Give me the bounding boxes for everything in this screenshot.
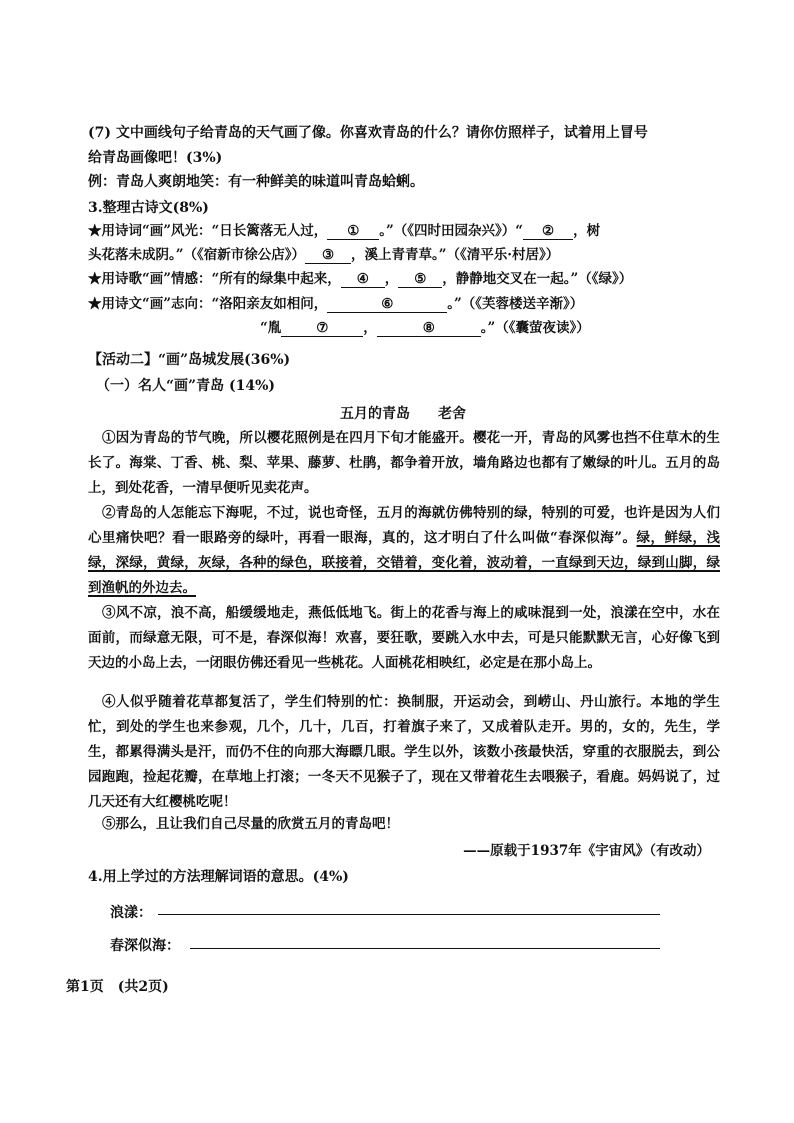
blank-3[interactable]: ③ [305, 247, 351, 264]
blank-1[interactable]: ① [327, 223, 379, 240]
paragraph-3 [88, 601, 720, 676]
paragraph-1-text: ①因为青岛的节气晚，所以樱花照例是在四月下旬才能盛开。樱花一开，青岛的风雾也挡不住草木的生长了。海棠、丁香、桃、梨、苹果、藤萝、杜鹃，都争着开放，墙角路边也都有了嫩绿的叶儿。五月的岛上，到处花香，一清早便听见卖花声。 [88, 430, 720, 496]
paragraph-5-text: ⑤那么，且让我们自己尽量的欣赏五月的青岛吧！ [102, 816, 399, 832]
q3-line5-text-b: 。”（《囊萤夜读》） [480, 320, 590, 336]
paragraph-1 [88, 426, 720, 501]
paragraph-2-text: ②青岛的人怎能忘下海呢，不过，说也奇怪，五月的海就仿佛特别的绿，特别的可爱，也许是因为人们心里痛快吧？看一眼路旁的绿叶，再看一眼海，真的，这才明白了什么叫做“春深似海”。 [88, 505, 720, 546]
blank-6[interactable]: ⑥ [327, 296, 447, 313]
q4-heading: 4.用上学过的方法理解词语的意思。(4%) [88, 869, 349, 885]
q3-line5: “胤 ⑦ ， ⑧ 。”（《囊萤夜读》） [260, 320, 590, 336]
blank-4[interactable]: ④ [341, 271, 385, 288]
blank-2[interactable]: ② [523, 223, 573, 240]
q7-line2: 给青岛画像吧！(3%) [88, 150, 223, 166]
source-note: ——原载于1937年《宇宙风》（有改动） [463, 843, 710, 859]
q3-heading: 3.整理古诗文(8%) [88, 200, 209, 216]
blank-7[interactable]: ⑦ [281, 320, 363, 337]
q4-term1-label: 浪漾： [110, 905, 152, 921]
blank-5[interactable]: ⑤ [398, 271, 442, 288]
q3-line4 [88, 295, 583, 313]
q3-line3-text-b: ，静静地交叉在一起。”（《绿》） [442, 271, 633, 287]
page-number: 第1页 (共2页) [66, 979, 169, 995]
q3-line2-text-b: ，溪上青青草。”（《清平乐·村居》） [351, 247, 560, 263]
q7-line1: (7) 文中画线句子给青岛的天气画了像。你喜欢青岛的什么？请你仿照样子，试着用上冒号 [88, 125, 648, 141]
passage-title: 五月的青岛 老舍 [340, 406, 466, 422]
q3-line4-text-a: ★用诗文“画”志向：“洛阳亲友如相问， [88, 296, 328, 312]
q3-line2 [88, 246, 559, 264]
q4-term2-answer-line[interactable] [190, 948, 660, 949]
q4-term2-label: 春深似海： [110, 938, 180, 954]
paragraph-3-text: ③风不凉，浪不高，船缓缓地走，燕低低地飞。街上的花香与海上的咸味混到一处，浪漾在空中，水在面前，而绿意无限，可不是，春深似海！欢喜，要狂歌，要跳入水中去，可是只能默默无言，心好像飞到天边的小岛上去，一闭眼仿佛还看见一些桃花。人面桃花相映红，必定是在那小岛上。 [88, 605, 720, 671]
q4-term1-answer-line[interactable] [158, 914, 660, 915]
blank-8[interactable]: ⑧ [377, 320, 481, 337]
activity2-heading: 【活动二】“画”岛城发展(36%) [88, 352, 291, 368]
paragraph-5 [88, 812, 720, 837]
q3-line2-text-a: 头花落未成阴。”（《宿新市徐公店》） [88, 247, 306, 263]
q3-line1-text-c: ，树 [573, 223, 601, 239]
paragraph-2 [88, 501, 720, 601]
q3-line3: ★用诗歌“画”情感：“所有的绿集中起来， ④ ， ⑤ ，静静地交叉在一起。”（《绿》） [88, 271, 633, 287]
q3-line3-text-a: ★用诗歌“画”情感：“所有的绿集中起来， [88, 271, 341, 287]
q3-line4-text-b: 。”（《芙蓉楼送辛渐》） [447, 296, 584, 312]
activity2-subheading: （一）名人“画”青岛 (14%) [96, 378, 276, 394]
underlined-sentence: 绿，鲜绿，浅绿，深绿，黄绿，灰绿，各种的绿色，联接着，交错着，变化着，波动着，一直绿到天边，绿到山脚，绿到渔帆的外边去。 [88, 530, 721, 596]
q3-line1-text-b: 。”（《四时田园杂兴》）“ [379, 223, 524, 239]
paragraph-4 [88, 690, 720, 815]
paragraph-4-text: ④人似乎随着花草都复活了，学生们特别的忙：换制服，开运动会，到崂山、丹山旅行。本地的学生忙，到处的学生也来参观，几个，几十，几百，打着旗子来了，又成着队走开。男的，女的，先生，学生，都累得满头是汗，而仍不住的向那大海瞟几眼。学生以外，该数小孩最快活，穿重的衣服脱去，到公园跑跑，捡起花瓣，在草地上打滚；一冬天不见猴子了，现在又带着花生去喂猴子，看鹿。妈妈说了，过几天还有大红樱桃吃呢！ [88, 694, 720, 810]
q3-line1-text-a: ★用诗词“画”风光：“日长篱落无人过， [88, 223, 328, 239]
q7-example: 例：青岛人爽朗地笑：有一种鲜美的味道叫青岛蛤蜊。 [88, 174, 424, 190]
q3-line1 [88, 222, 600, 240]
q3-line5-text-a: “胤 [260, 320, 282, 336]
